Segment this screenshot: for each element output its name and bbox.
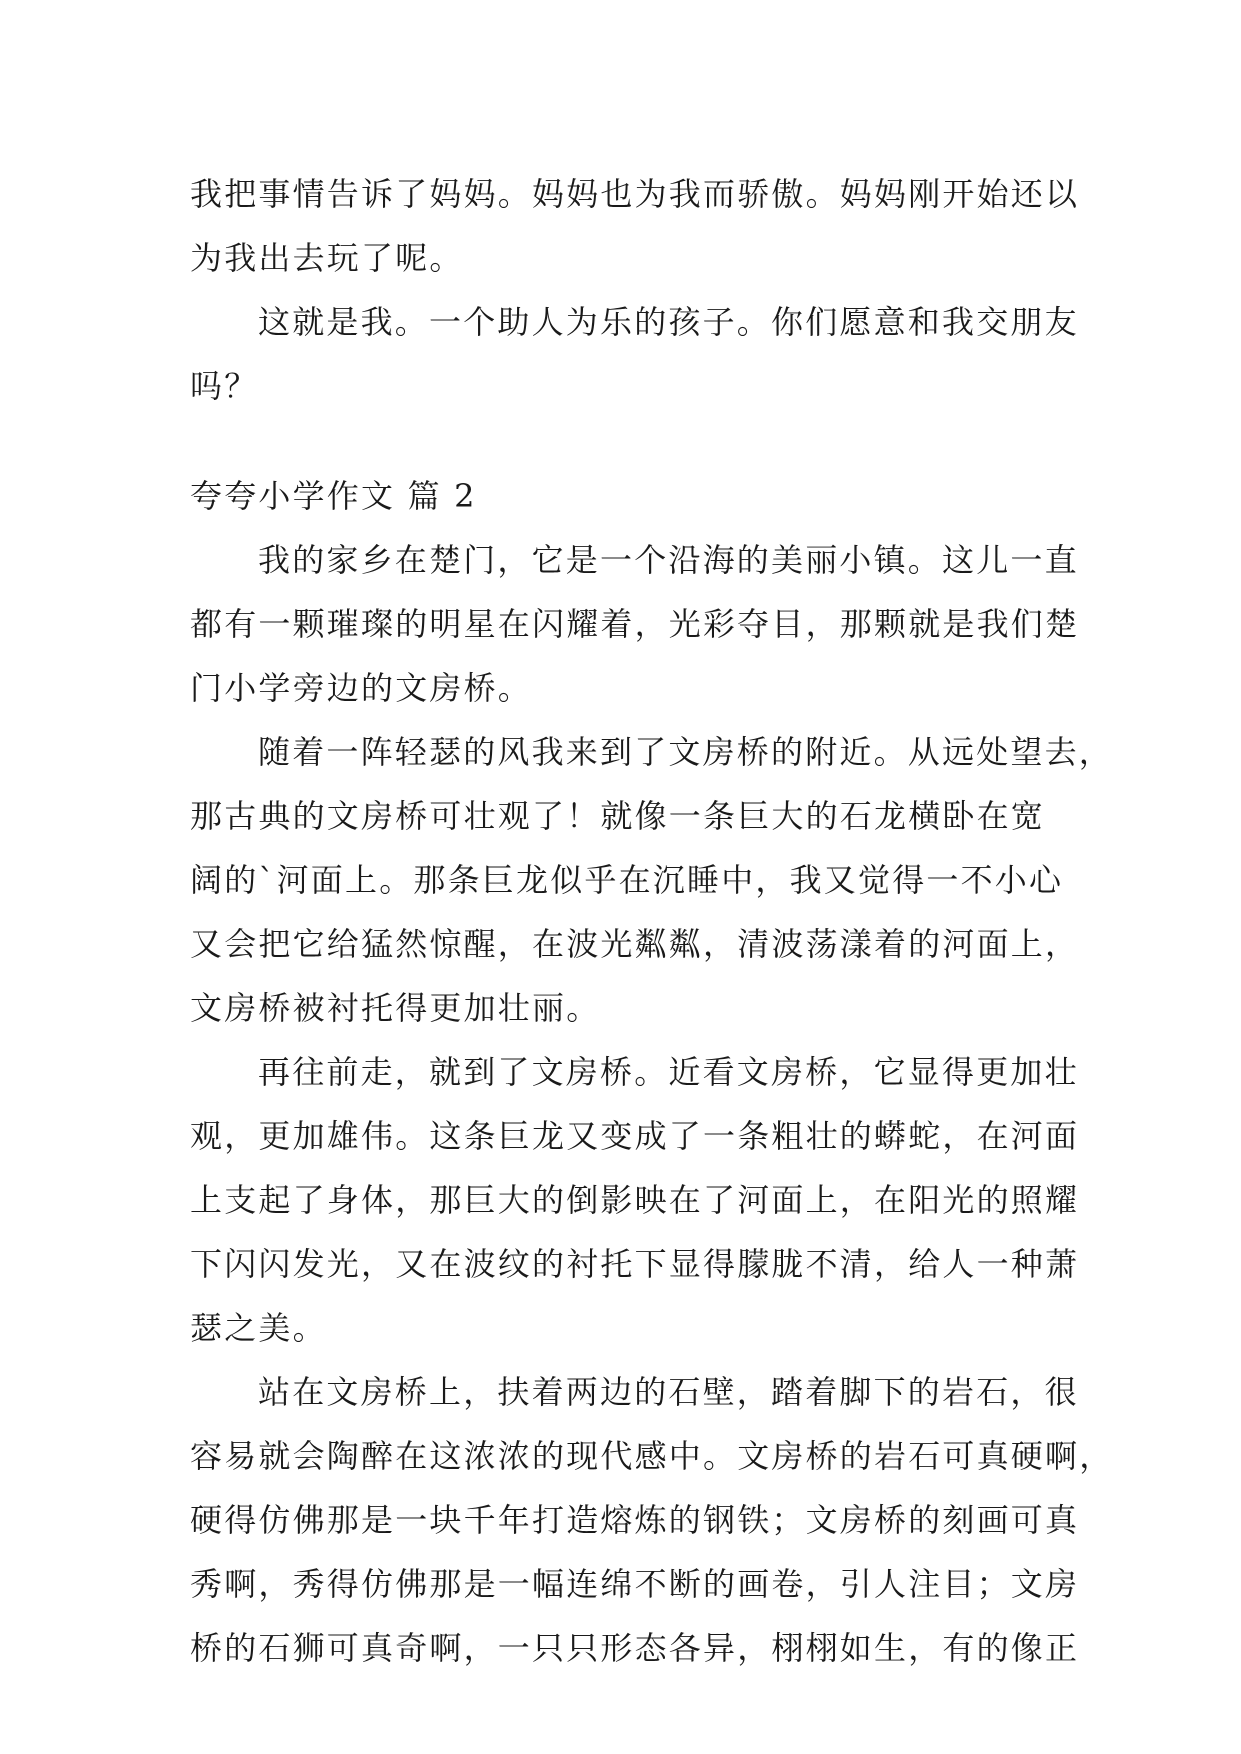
- paragraph-line: 容易就会陶醉在这浓浓的现代感中。文房桥的岩石可真硬啊，: [190, 1437, 1114, 1475]
- paragraph-line: 为我出去玩了呢。: [190, 239, 464, 277]
- paragraph-line: 桥的石狮可真奇啊，一只只形态各异，栩栩如生，有的像正: [190, 1629, 1080, 1667]
- paragraph-line: 瑟之美。: [190, 1309, 327, 1347]
- paragraph-line: 都有一颗璀璨的明星在闪耀着，光彩夺目，那颗就是我们楚: [190, 605, 1080, 643]
- paragraph-line: 门小学旁边的文房桥。: [190, 669, 533, 707]
- paragraph-line: 我的家乡在楚门，它是一个沿海的美丽小镇。这儿一直: [258, 541, 1079, 579]
- paragraph-line: 我把事情告诉了妈妈。妈妈也为我而骄傲。妈妈刚开始还以: [190, 175, 1080, 213]
- paragraph-line: 再往前走，就到了文房桥。近看文房桥，它显得更加壮: [258, 1053, 1079, 1091]
- paragraph-line: 秀啊，秀得仿佛那是一幅连绵不断的画卷，引人注目；文房: [190, 1565, 1080, 1603]
- paragraph-line: 下闪闪发光，又在波纹的衬托下显得朦胧不清，给人一种萧: [190, 1245, 1080, 1283]
- paragraph-line: 上支起了身体，那巨大的倒影映在了河面上，在阳光的照耀: [190, 1181, 1080, 1219]
- section-spacer: [190, 418, 1070, 464]
- paragraph-line: 阔的`河面上。那条巨龙似乎在沉睡中，我又觉得一不小心: [190, 861, 1064, 899]
- paragraph-line: 观，更加雄伟。这条巨龙又变成了一条粗壮的蟒蛇，在河面: [190, 1117, 1080, 1155]
- paragraph-line: 随着一阵轻瑟的风我来到了文房桥的附近。从远处望去，: [258, 733, 1114, 771]
- paragraph-line: 那古典的文房桥可壮观了！就像一条巨大的石龙横卧在宽: [190, 797, 1046, 835]
- paragraph-line: 又会把它给猛然惊醒，在波光粼粼，清波荡漾着的河面上，: [190, 925, 1080, 963]
- paragraph-line: 吗？: [190, 367, 259, 405]
- document-body: [190, 162, 1114, 1680]
- paragraph-line: 站在文房桥上，扶着两边的石壁，踏着脚下的岩石，很: [258, 1373, 1079, 1411]
- paragraph-line: 文房桥被衬托得更加壮丽。: [190, 989, 601, 1027]
- paragraph-line: 这就是我。一个助人为乐的孩子。你们愿意和我交朋友: [258, 303, 1079, 341]
- paragraph-line: 硬得仿佛那是一块千年打造熔炼的钢铁；文房桥的刻画可真: [190, 1501, 1080, 1539]
- section-title: 夸夸小学作文 篇 2: [190, 477, 477, 515]
